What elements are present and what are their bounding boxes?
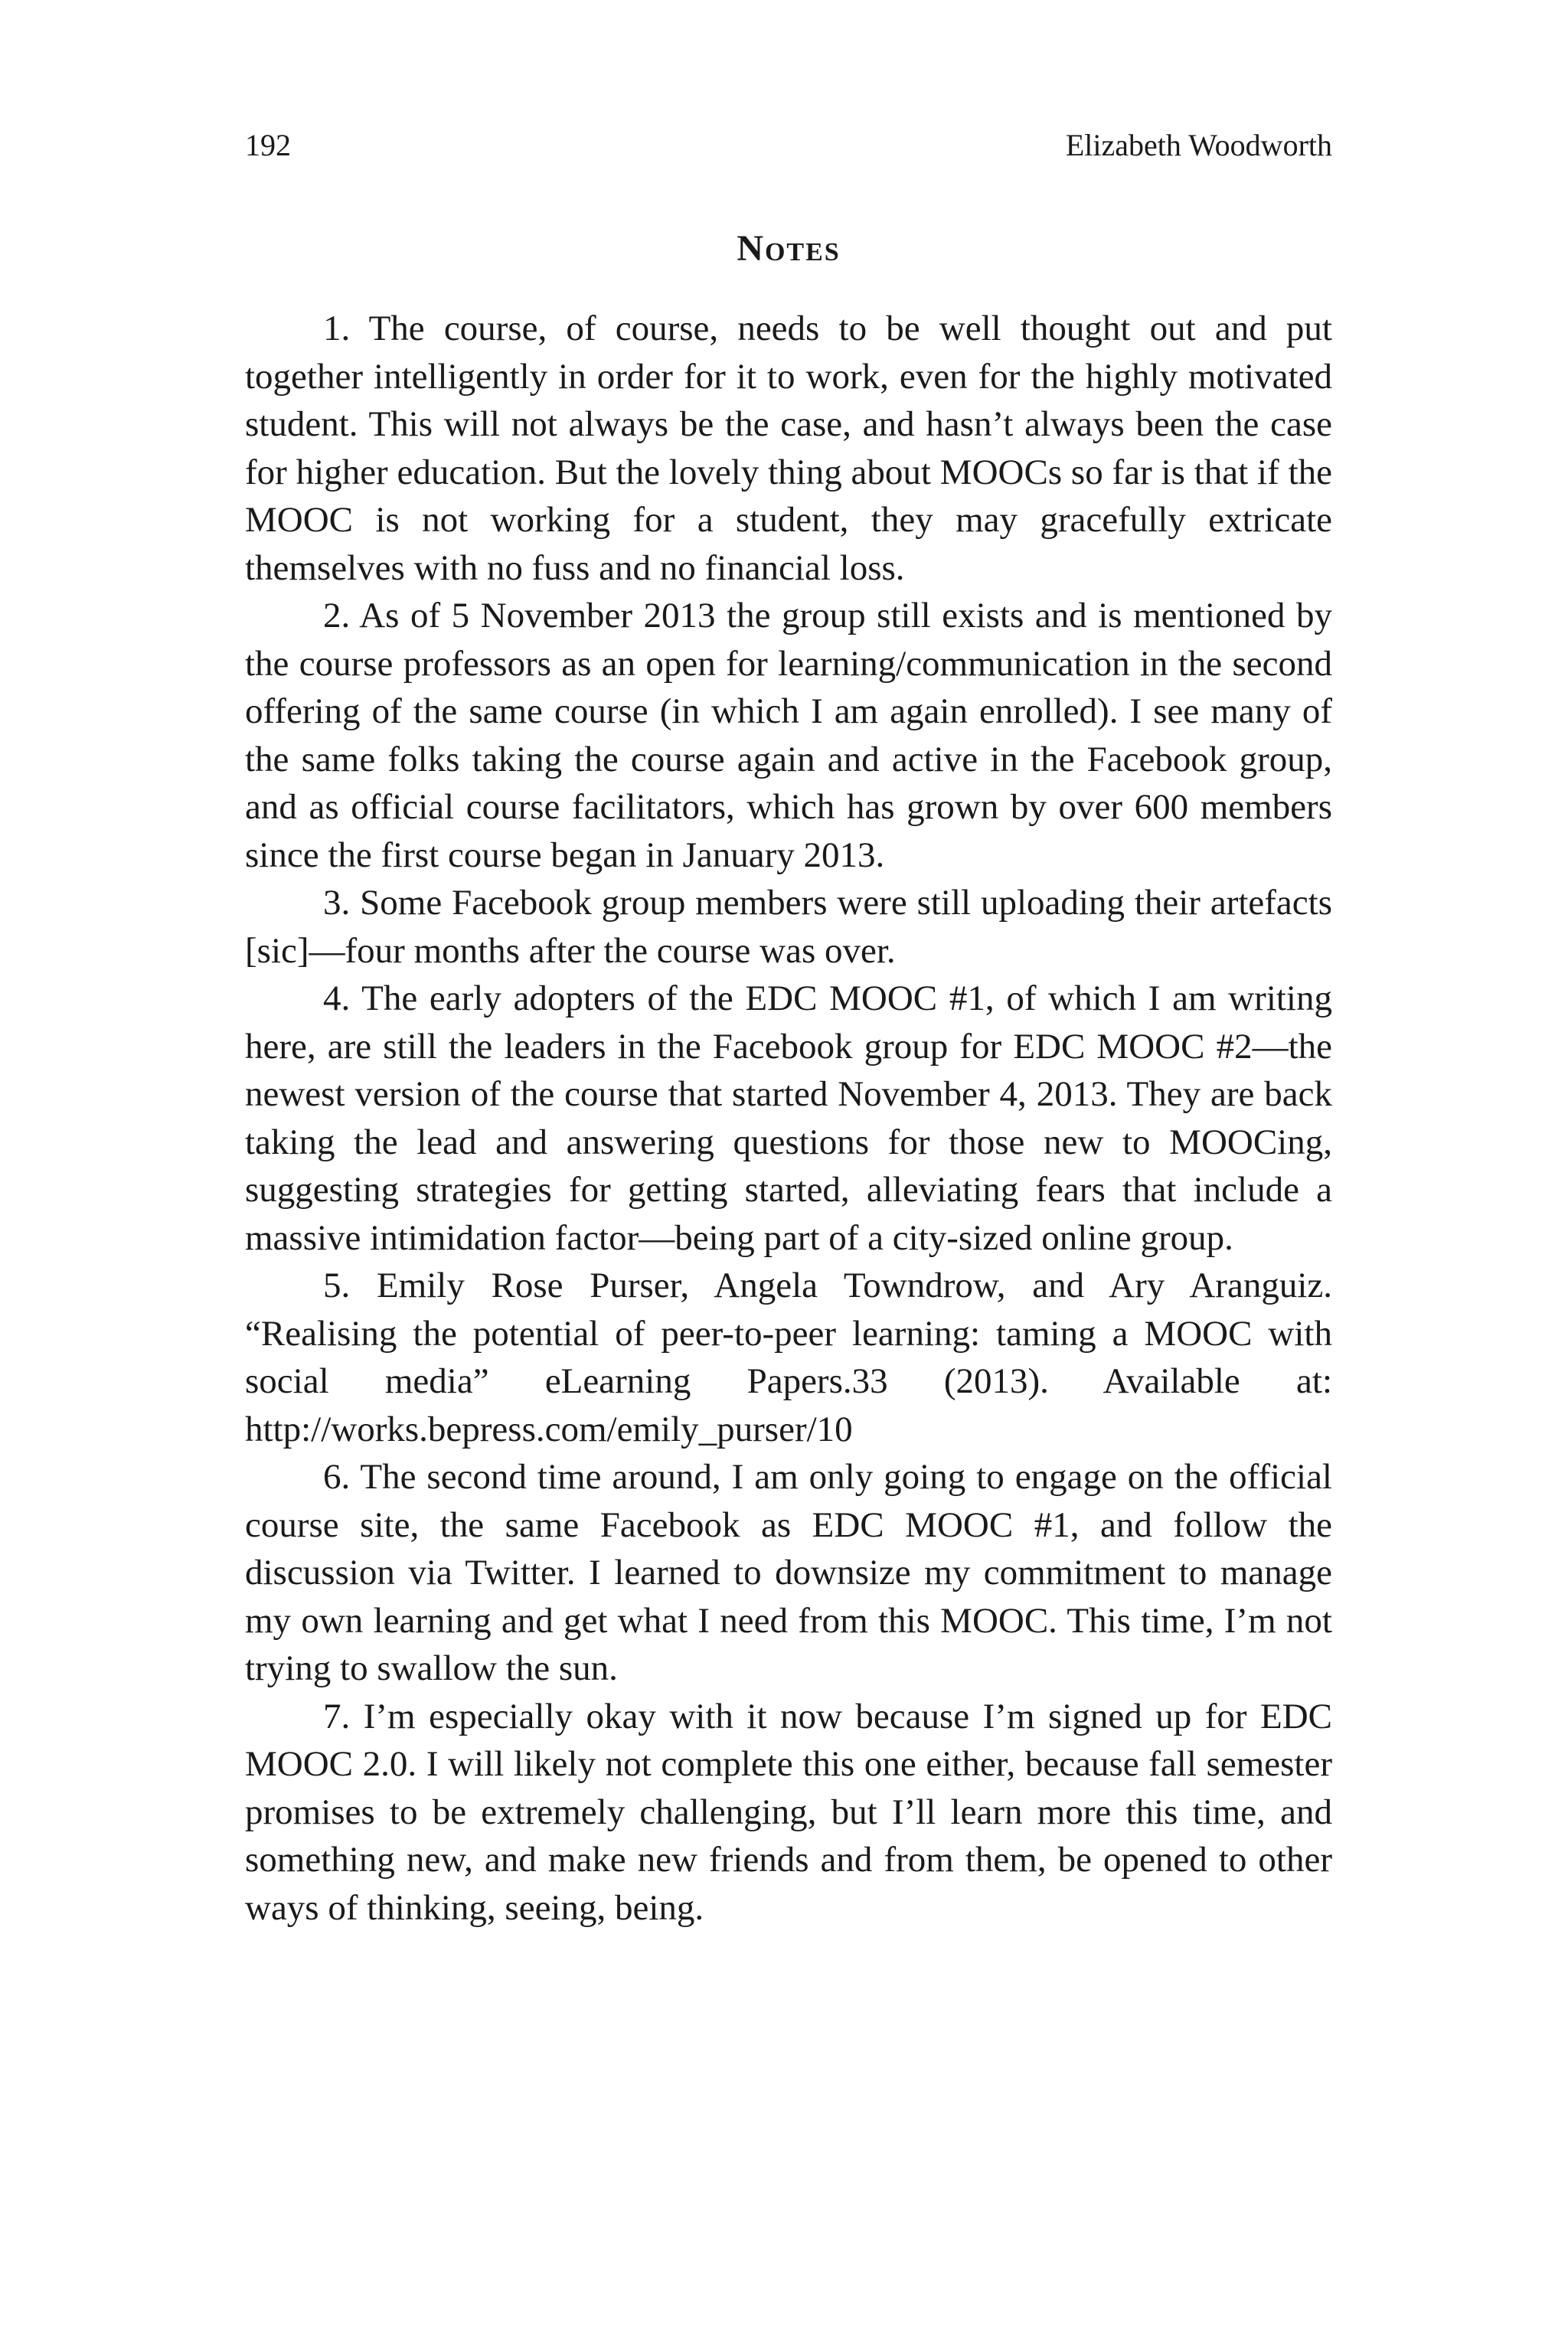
notes-heading: Notes: [737, 228, 841, 269]
note-7: 7. I’m especially okay with it now because I’m signed up for EDC MOOC 2.0. I will likely not complete this one either, because fall semester promises to be extremely challenging, but I’ll learn more this time, and something new, and make new friends and from them, be opened to other ways of thinking, seeing, being.: [245, 1696, 1332, 1928]
running-head: [245, 122, 1332, 168]
note-2: 2. As of 5 November 2013 the group still exists and is mentioned by the course professors as an open for learning/communication in the second offering of the same course (in which I am again enrolled). I see many of the same folks taking the course again and active in the Facebook group, and as official course facilitators, which has grown by over 600 members since the first course began in January 2013.: [245, 596, 1332, 875]
note-5: 5. Emily Rose Purser, Angela Towndrow, and Ary Aranguiz. “Realising the potential of peer-to-peer learning: taming a MOOC with social media” eLearning Papers.33 (2013). Available at: http://works.bepress.com/emily_purser/10: [245, 1266, 1332, 1449]
page-number: 192: [245, 128, 291, 162]
note-1: 1. The course, of course, needs to be well thought out and put together intelligently in order for it to work, even for the highly motivated student. This will not always be the case, and hasn’t always been the case for higher education. But the lovely thing about MOOCs so far is that if the MOOC is not working for a student, they may gracefully extricate themselves with no fuss and no financial loss.: [245, 309, 1332, 588]
note-3: 3. Some Facebook group members were still uploading their artefacts [sic]—four months after the course was over.: [245, 883, 1332, 971]
note-4: 4. The early adopters of the EDC MOOC #1, of which I am writing here, are still the leaders in the Facebook group for EDC MOOC #2—the newest version of the course that started November 4, 2013. They are back taking the lead and answering questions for those new to MOOCing, suggesting strategies for getting started, alleviating fears that include a massive intimidation factor—being part of a city-sized online group.: [245, 978, 1332, 1258]
notes-list: [245, 305, 1332, 1932]
note-6: 6. The second time around, I am only going to engage on the official course site, the same Facebook as EDC MOOC #1, and follow the discussion via Twitter. I learned to downsize my commitment to manage my own learning and get what I need from this MOOC. This time, I’m not trying to swallow the sun.: [245, 1457, 1332, 1688]
running-head-author: Elizabeth Woodworth: [1065, 128, 1332, 162]
